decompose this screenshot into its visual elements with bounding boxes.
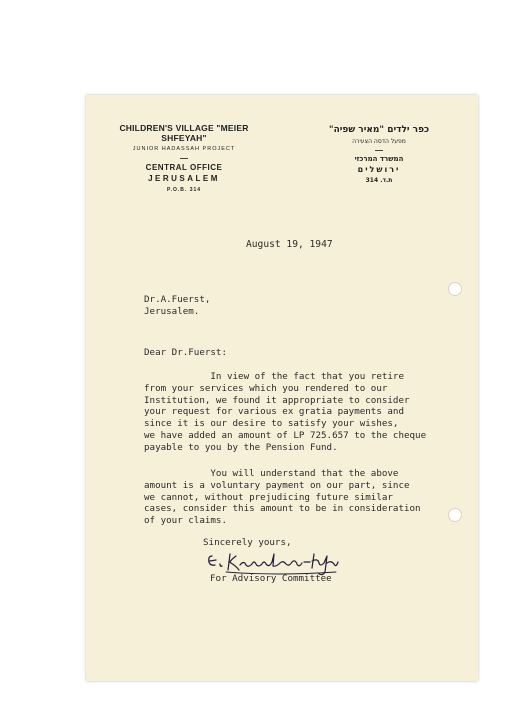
recipient-city: Jerusalem. [144,305,200,317]
recipient-address [144,294,210,318]
letterhead-he-project: מפעל הדסה הצעירה [352,138,406,145]
letterhead-he-org-name: כפר ילדים "מאיר שפיה" [328,125,430,135]
punch-hole-top [448,282,462,296]
letterhead-he-office: המשרד המרכזי [354,155,404,163]
letterhead-divider [180,158,188,159]
body-paragraph-1: In view of the fact that you retire from your services which you rendered to our Institution, we found it appropriate to consider your request for various ex gratia payments and since it is our desire to satisfy your wishes, we have added an amount of LP 725.657 to the cheque payable to you by the Pension Fund. [144,371,427,453]
letter-date: August 19, 1947 [246,239,333,250]
punch-hole-bottom [448,508,462,522]
letterhead-org-name: CHILDREN'S VILLAGE "MEIER SHFEYAH" [119,123,249,143]
body-paragraph-2: You will understand that the above amount is a voluntary payment on our part, since we cannot, without prejudicing future similar cases, consider this amount to be in consideration of your claims. [144,468,421,527]
letterhead-he-divider [375,150,383,151]
letterhead-he-pob: ת.ד. 314 [365,177,393,184]
letterhead-office: CENTRAL OFFICE [145,163,223,172]
letterhead-english [104,123,264,193]
letterhead-city: JERUSALEM [148,174,220,183]
letterhead-he-city: ירושלים [357,165,401,174]
closing: Sincerely yours, [203,537,292,548]
letterhead-pob: P.O.B. 314 [166,187,202,193]
letter-page [86,95,478,681]
signatory-title: For Advisory Committee [210,573,332,584]
letterhead-hebrew [304,125,454,184]
salutation: Dear Dr.Fuerst: [144,347,227,358]
recipient-name: Dr.A.Fuerst, [144,294,211,305]
letterhead-project: JUNIOR HADASSAH PROJECT [132,146,236,152]
